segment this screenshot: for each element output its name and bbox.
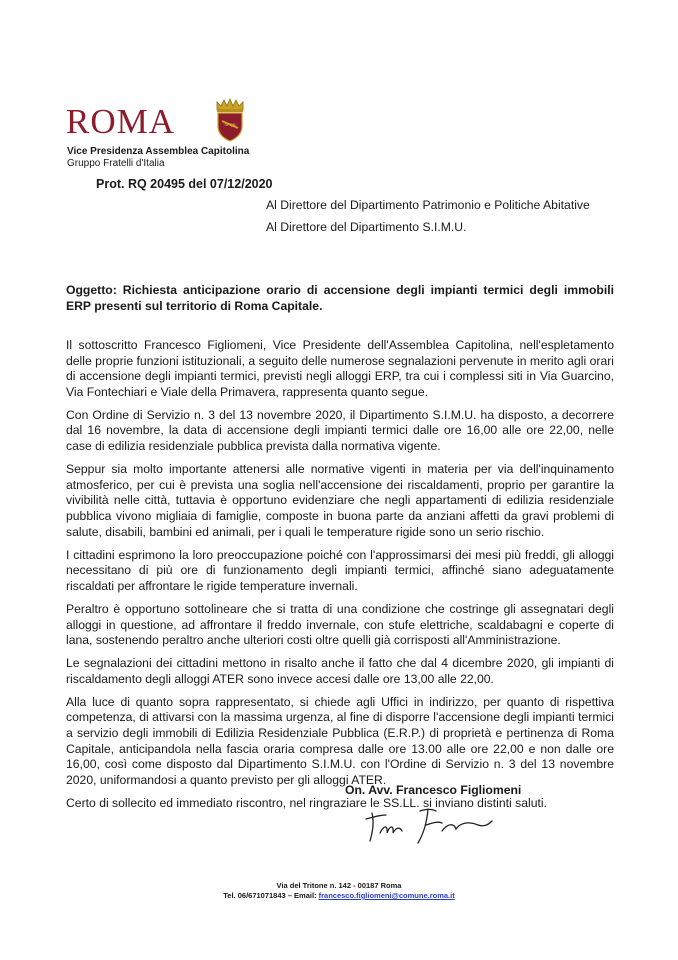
body-paragraph: Con Ordine di Servizio n. 3 del 13 novembre 2020, il Dipartimento S.I.M.U. ha disposto, a decorrere dal 16 novembre, la data di accensione degli impianti termici dalle ore 16,00 alle ore 22,00, nelle case di edilizia residenziale pubblica prevista dalla normativa vigente. bbox=[66, 407, 614, 454]
body-paragraph: I cittadini esprimono la loro preoccupazione poiché con l'approssimarsi dei mesi più freddi, gli alloggi necessitano di più ore di funzionamento degli impianti termici, affinché siano adeguatamente riscaldati per affrontare le rigide temperature invernali. bbox=[66, 547, 614, 593]
body-paragraph: Il sottoscritto Francesco Figliomeni, Vice Presidente dell'Assemblea Capitolina, nell'espletamento delle proprie funzioni istituzionali, a seguito delle numerose segnalazioni pervenute in merito agli orari di accensione degli impianti termici, previsti negli alloggi ERP, tra cui i complessi siti in Via Guarcino, Via Fontechiari e Viale della Primavera, rappresenta quanto segue. bbox=[66, 338, 614, 399]
footer-address: Via del Tritone n. 142 - 00187 Roma bbox=[276, 881, 402, 890]
footer-contact bbox=[0, 891, 678, 900]
office-title: Vice Presidenza Assemblea Capitolina bbox=[67, 146, 250, 157]
office-group: Gruppo Fratelli d'Italia bbox=[67, 158, 165, 169]
body-paragraph: Certo di sollecito ed immediato riscontro, nel ringraziare le SS.LL. si inviano distinti saluti. bbox=[66, 795, 547, 810]
body-paragraph: Alla luce di quanto sopra rappresentato, si chiede agli Uffici in indirizzo, per quanto di rispettiva competenza, di attivarsi con la massima urgenza, al fine di disporre l'accensione degli impianti termici a servizio degli immobili di Edilizia Residenziale Pubblica (E.R.P.) di proprietà e pertinenza di Roma Capitale, anticipandola nella fascia oraria compresa dalle ore 13.00 alle ore 22,00 e non dalle ore 16,00, così come disposto dal Dipartimento S.I.M.U. con l'Ordine di Servizio n. 3 del 13 novembre 2020, uniformandosi a quanto previsto per gli alloggi ATER. bbox=[66, 694, 614, 787]
roma-logo-text: ROMA bbox=[66, 102, 176, 141]
body-paragraph: Peraltro è opportuno sottolineare che si tratta di una condizione che costringe gli assegnatari degli alloggi in questione, ad affrontare il freddo invernale, con stufe elettriche, scaldabagni e coperte di lana, sostenendo peraltro anche ulteriori costi oltre quelli già corrisposti all'Amministrazione. bbox=[66, 601, 614, 648]
signatory-name: On. Avv. Francesco Figliomeni bbox=[345, 783, 522, 797]
body-paragraph: Le segnalazioni dei cittadini mettono in risalto anche il fatto che dal 4 dicembre 2020, gli impianti di riscaldamento degli alloggi ATER sono invece accesi dalle ore 13,00 alle 22,00. bbox=[66, 656, 614, 686]
body-paragraph: Seppur sia molto importante attenersi alle normative vigenti in materia per via dell'inquinamento atmosferico, per cui è prevista una soglia nell'accensione dei riscaldamenti, proprio per garantire la vivibilità nelle città, tuttavia è opportuno evidenziare che negli appartamenti di edilizia residenziale pubblica vivono migliaia di famiglie, composte in buona parte da anziani affetti da gravi problemi di salute, disabili, bambini ed animali, per i quali le temperature rigide sono un serio rischio. bbox=[66, 462, 614, 539]
svg-text:SPQR: SPQR bbox=[224, 122, 236, 127]
footer-phone: Tel. 06/671071843 – Email: bbox=[223, 891, 319, 900]
handwritten-signature bbox=[360, 803, 500, 847]
recipient-line: Al Direttore del Dipartimento Patrimonio e Politiche Abitative bbox=[266, 198, 590, 212]
footer-email-link[interactable]: francesco.figliomeni@comune.roma.it bbox=[318, 891, 455, 900]
roma-crest-icon bbox=[213, 98, 247, 142]
recipients bbox=[266, 198, 590, 242]
letter-body bbox=[66, 338, 614, 819]
recipient-line: Al Direttore del Dipartimento S.I.M.U. bbox=[266, 220, 467, 234]
protocol-number: Prot. RQ 20495 del 07/12/2020 bbox=[96, 177, 273, 191]
subject-line: Oggetto: Richiesta anticipazione orario di accensione degli impianti termici degli immobili ERP presenti sul territorio di Roma Capitale. bbox=[66, 283, 614, 313]
